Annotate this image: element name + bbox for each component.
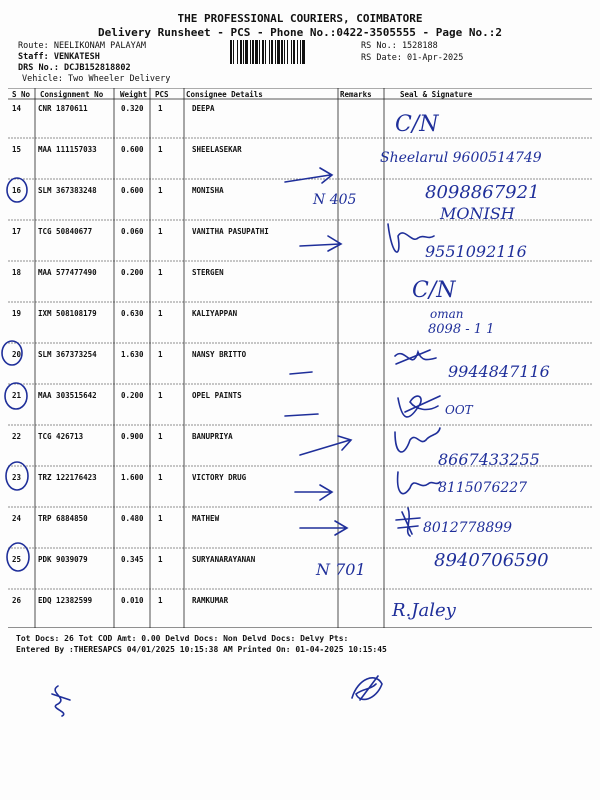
row-consignment-no: TCG 50840677 xyxy=(38,227,93,236)
row-sno: 15 xyxy=(12,145,22,154)
row-sno: 18 xyxy=(12,268,22,277)
row-consignee: MATHEW xyxy=(192,514,220,523)
signature-row23 xyxy=(398,472,440,494)
row-consignee: RAMKUMAR xyxy=(192,596,229,605)
entered-by-line: Entered By :THERESAPCS 04/01/2025 10:15:38 AM Printed On: 01-04-2025 10:15:45 xyxy=(16,645,387,654)
row-pcs: 1 xyxy=(158,186,163,195)
hand-sign-row14: C/N xyxy=(395,112,439,137)
row-consignment-no: MAA 577477490 xyxy=(38,268,97,277)
hand-phone-row25: 8940706590 xyxy=(434,550,549,571)
hand-sign-row19: oman xyxy=(430,307,464,321)
company-title: THE PROFESSIONAL COURIERS, COIMBATORE xyxy=(177,12,423,25)
row-sno: 16 xyxy=(12,186,22,195)
row-pcs: 1 xyxy=(158,268,163,277)
signature-row24 xyxy=(396,508,420,536)
row-consignment-no: SLM 367373254 xyxy=(38,350,97,359)
row-pcs: 1 xyxy=(158,104,163,113)
signature-row22 xyxy=(395,428,440,452)
drs-label: DRS No.: DCJB152818802 xyxy=(18,63,131,73)
row-consignee: DEEPA xyxy=(192,104,215,113)
arrow-row16 xyxy=(285,168,332,183)
row-consignment-no: PDK 9039079 xyxy=(38,555,88,564)
row-consignee: SHEELASEKAR xyxy=(192,145,242,154)
hand-phone-row23: 8115076227 xyxy=(438,480,528,496)
col-weight: Weight xyxy=(120,90,148,99)
arrow-row22 xyxy=(300,436,351,455)
row-consignment-no: MAA 111157033 xyxy=(38,145,97,154)
row-sno: 25 xyxy=(12,555,22,564)
col-remarks: Remarks xyxy=(340,90,372,99)
runsheet-subtitle: Delivery Runsheet - PCS - Phone No.:0422-3505555 - Page No.:2 xyxy=(98,26,502,39)
row-consignment-no: MAA 303515642 xyxy=(38,391,97,400)
row-consignee: SURYANARAYANAN xyxy=(192,555,256,564)
arrow-row17 xyxy=(300,236,341,251)
signature-row17 xyxy=(388,224,434,252)
row-weight: 0.320 xyxy=(121,104,144,113)
row-consignee: VANITHA PASUPATHI xyxy=(192,227,269,236)
row-consignee: STERGEN xyxy=(192,268,224,277)
dash-row20 xyxy=(290,372,312,374)
vehicle-label: Vehicle: Two Wheeler Delivery xyxy=(22,74,171,84)
totals-line: Tot Docs: 26 Tot COD Amt: 0.00 Delvd Docs: Non Delvd Docs: Delvy Pts: xyxy=(16,634,349,643)
signature-row20 xyxy=(395,350,436,364)
row-pcs: 1 xyxy=(158,432,163,441)
hand-remark-row25: N 701 xyxy=(316,560,366,579)
col-seal-signature: Seal & Signature xyxy=(400,90,473,99)
row-consignee: OPEL PAINTS xyxy=(192,391,242,400)
row-weight: 0.010 xyxy=(121,596,144,605)
row-consignee: BANUPRIYA xyxy=(192,432,233,441)
row-sno: 23 xyxy=(12,473,22,482)
hand-sign-row18: C/N xyxy=(412,278,456,303)
dash-row21 xyxy=(285,414,318,416)
row-sno: 19 xyxy=(12,309,22,318)
row-consignee: VICTORY DRUG xyxy=(192,473,247,482)
row-consignee: MONISHA xyxy=(192,186,224,195)
row-weight: 1.600 xyxy=(121,473,144,482)
row-weight: 0.200 xyxy=(121,268,144,277)
staff-label: Staff: VENKATESH xyxy=(18,52,100,62)
arrow-row23 xyxy=(295,485,332,500)
row-consignment-no: EDQ 12382599 xyxy=(38,596,93,605)
row-weight: 0.600 xyxy=(121,186,144,195)
circle-row21 xyxy=(5,383,27,409)
row-weight: 0.480 xyxy=(121,514,144,523)
col-sno: S No xyxy=(12,90,31,99)
row-consignment-no: TRZ 122176423 xyxy=(38,473,97,482)
hand-remark-row16: N 405 xyxy=(313,192,357,208)
row-sno: 21 xyxy=(12,391,22,400)
circle-row16 xyxy=(7,178,27,202)
row-sno: 22 xyxy=(12,432,22,441)
hand-sign-row15: Sheelarul 9600514749 xyxy=(380,150,542,166)
row-consignment-no: TRP 6884850 xyxy=(38,514,88,523)
hand-phone-row20: 9944847116 xyxy=(448,362,550,381)
hand-phone-row16: 8098867921 xyxy=(425,182,540,203)
row-pcs: 1 xyxy=(158,350,163,359)
row-weight: 0.900 xyxy=(121,432,144,441)
row-consignment-no: IXM 508108179 xyxy=(38,309,97,318)
rs-number: RS No.: 1528188 xyxy=(361,41,438,51)
hand-phone-row24: 8012778899 xyxy=(423,520,513,536)
hand-sign-row26: R.Jaley xyxy=(392,600,456,621)
col-pcs: PCS xyxy=(155,90,169,99)
row-sno: 20 xyxy=(12,350,22,359)
row-pcs: 1 xyxy=(158,596,163,605)
row-weight: 0.345 xyxy=(121,555,144,564)
row-pcs: 1 xyxy=(158,555,163,564)
row-sno: 14 xyxy=(12,104,22,113)
row-weight: 0.200 xyxy=(121,391,144,400)
row-consignee: NANSY BRITTO xyxy=(192,350,247,359)
hand-phone-row22: 8667433255 xyxy=(438,450,540,469)
row-consignment-no: TCG 426713 xyxy=(38,432,84,441)
col-consignment: Consignment No xyxy=(40,90,104,99)
circle-row25 xyxy=(7,543,29,571)
circle-row20 xyxy=(2,341,22,365)
hand-phone-row17: 9551092116 xyxy=(425,242,527,261)
row-sno: 24 xyxy=(12,514,22,523)
row-pcs: 1 xyxy=(158,227,163,236)
row-consignee: KALIYAPPAN xyxy=(192,309,238,318)
rs-date: RS Date: 01-Apr-2025 xyxy=(361,53,464,63)
row-weight: 0.600 xyxy=(121,145,144,154)
hand-phone-row19: 8098 - 1 1 xyxy=(428,322,495,337)
arrow-row24 xyxy=(300,521,347,535)
row-sno: 17 xyxy=(12,227,22,236)
row-pcs: 1 xyxy=(158,514,163,523)
signature-bottom-right xyxy=(352,676,382,700)
row-weight: 0.060 xyxy=(121,227,144,236)
row-weight: 1.630 xyxy=(121,350,144,359)
row-sno: 26 xyxy=(12,596,22,605)
row-pcs: 1 xyxy=(158,391,163,400)
col-consignee: Consignee Details xyxy=(186,90,263,99)
route-label: Route: NEELIKONAM PALAYAM xyxy=(18,41,146,51)
row-pcs: 1 xyxy=(158,473,163,482)
hand-note-row21: OOT xyxy=(445,403,473,417)
signature-row21 xyxy=(398,396,440,417)
row-consignment-no: SLM 367383248 xyxy=(38,186,97,195)
circle-row23 xyxy=(6,462,28,490)
row-pcs: 1 xyxy=(158,145,163,154)
row-consignment-no: CNR 1870611 xyxy=(38,104,88,113)
row-pcs: 1 xyxy=(158,309,163,318)
hand-name-row16: MONISH xyxy=(440,204,515,223)
signature-bottom-left xyxy=(52,686,70,716)
row-weight: 0.630 xyxy=(121,309,144,318)
